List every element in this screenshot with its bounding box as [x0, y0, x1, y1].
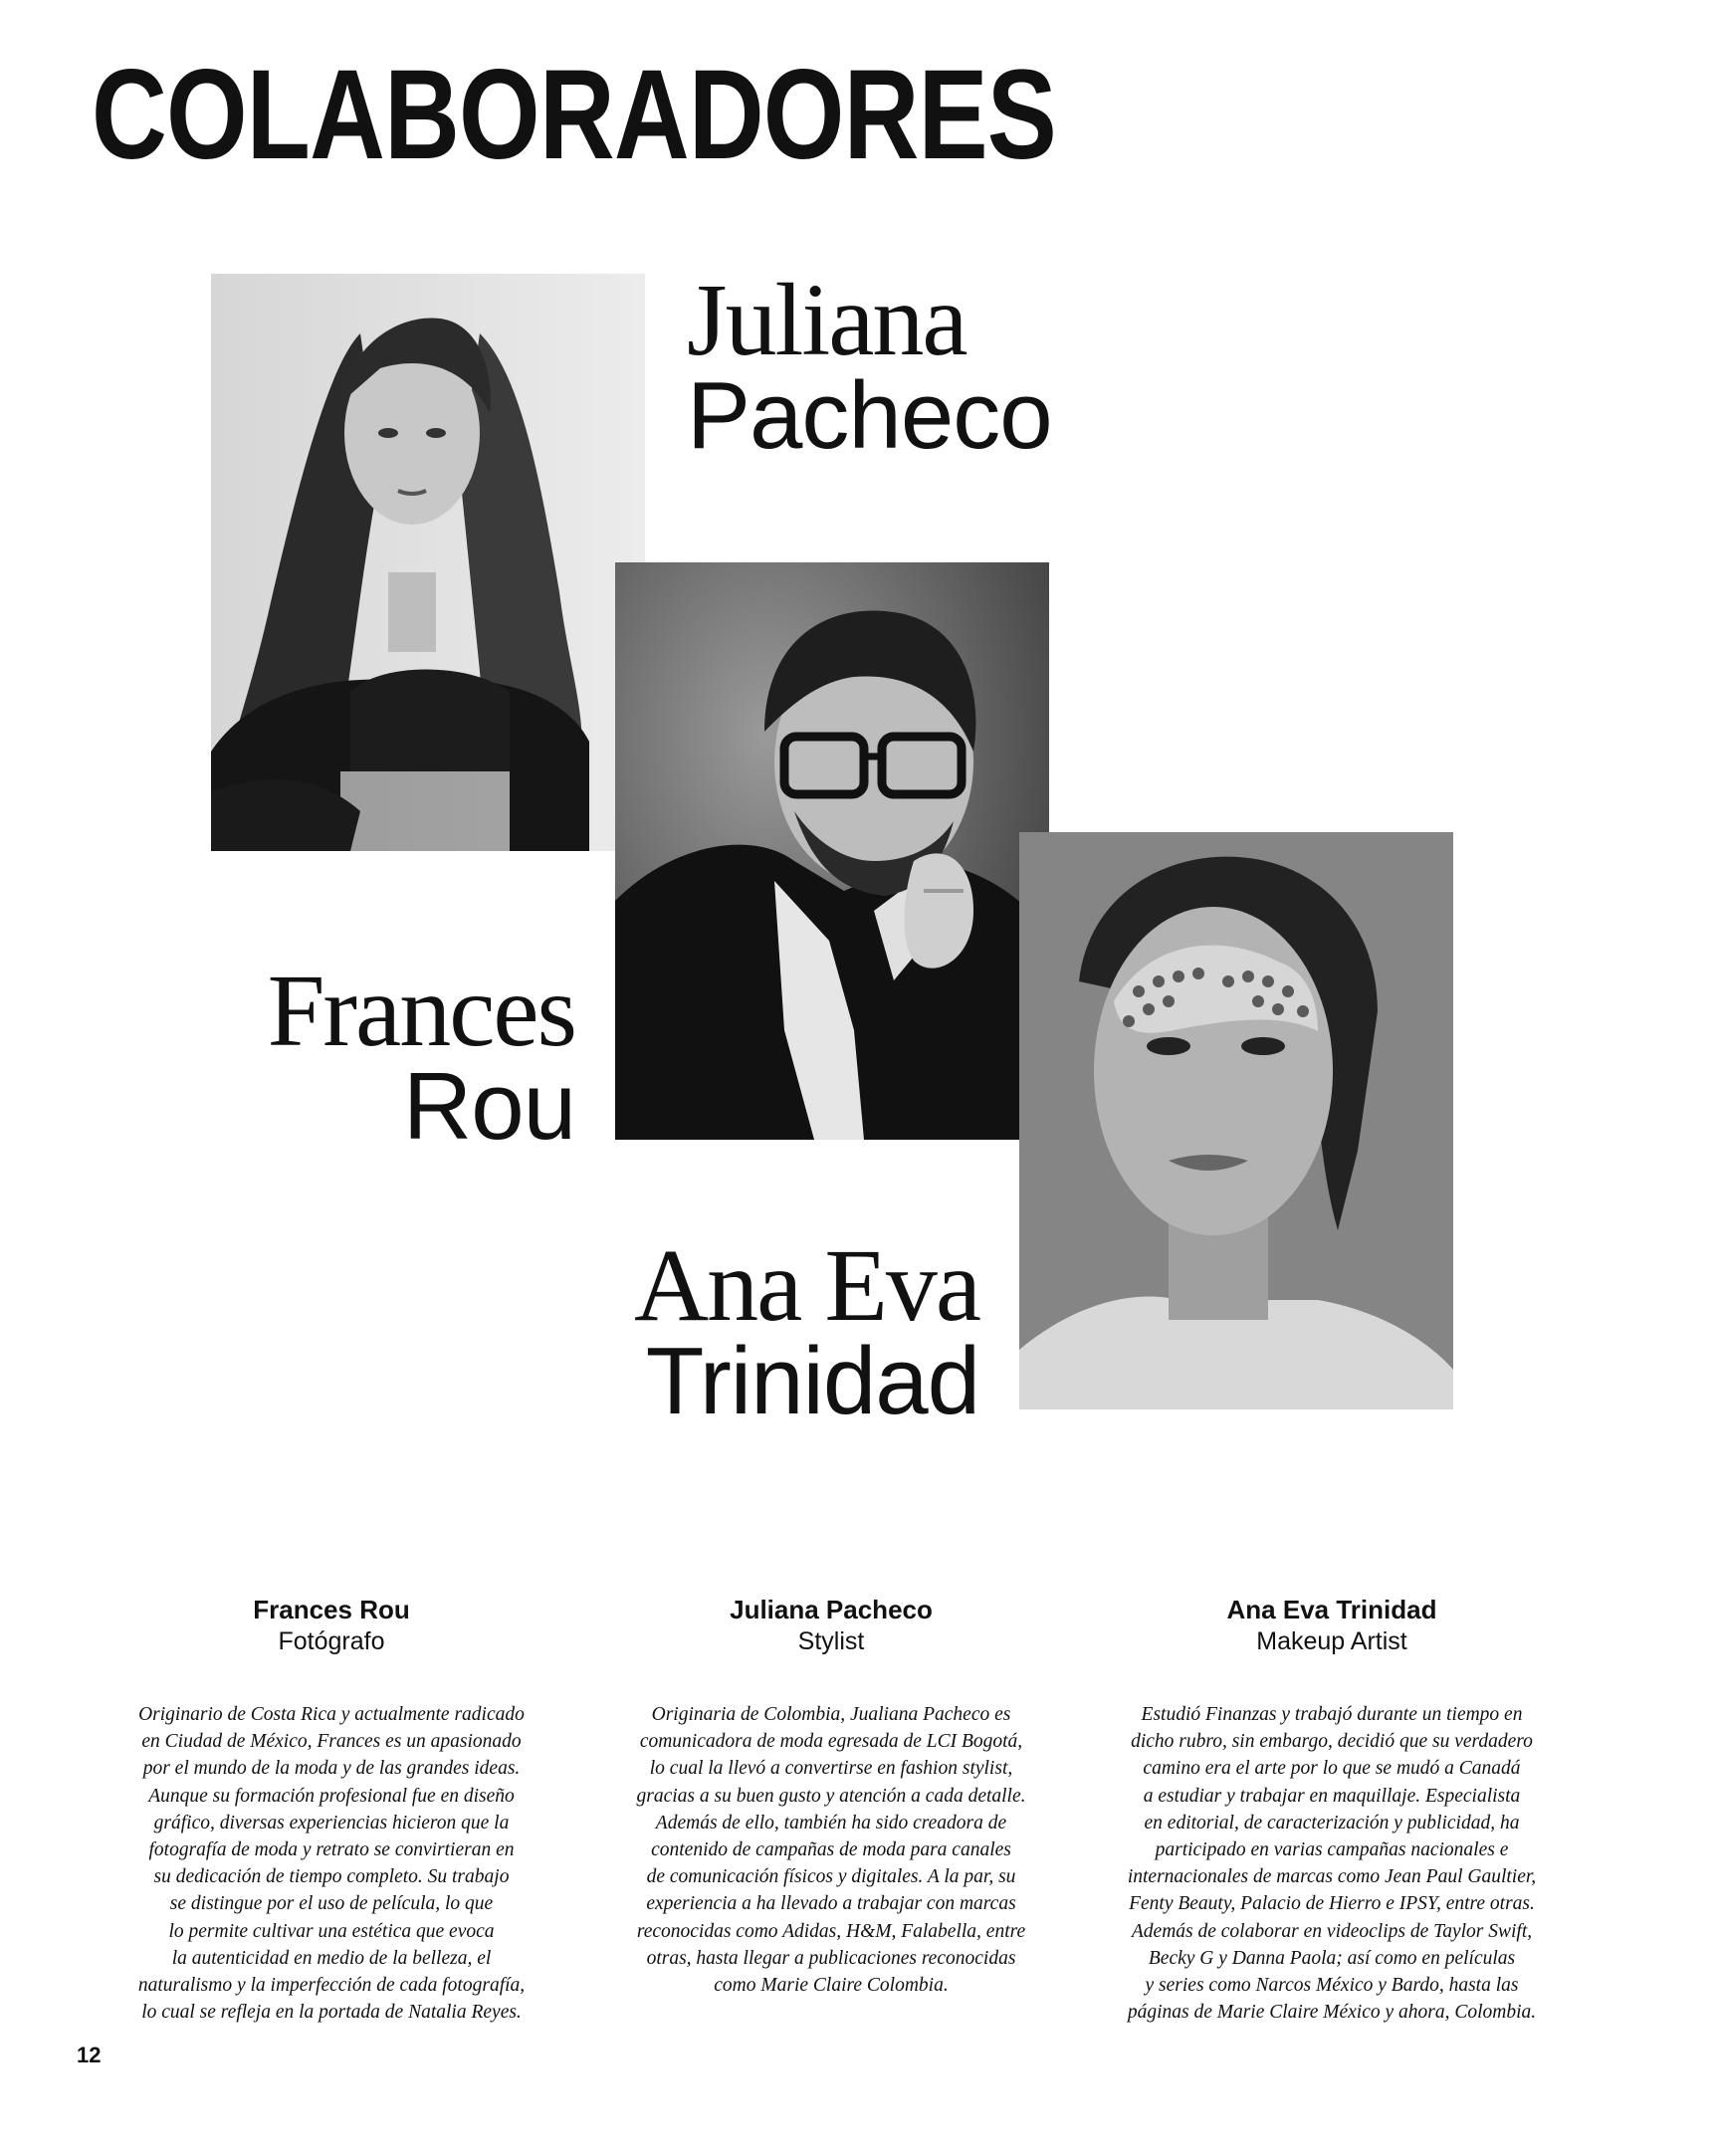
- contributor-role: Fotógrafo: [278, 1627, 385, 1655]
- display-name-frances-rou: [239, 954, 575, 1160]
- portrait-woman-long-hair-icon: [211, 274, 645, 851]
- display-name-last: Pacheco: [687, 362, 1052, 469]
- photo-juliana-pacheco: [211, 274, 645, 851]
- page-number: 12: [77, 2043, 102, 2067]
- page-title: COLABORADORES: [92, 44, 1056, 186]
- photo-frances-rou: [615, 562, 1049, 1140]
- display-name-last: Trinidad: [645, 1328, 979, 1434]
- contributor-bio: Originario de Costa Rica y actualmente radicado en Ciudad de México, Frances es un apasionado por el mundo de la moda y de las grandes ideas. Aunque su formación profesional fue en diseño gráfico, diversas experiencias hicieron que la fotografía de moda y retrato se convirtieran en su dedicación de tiempo completo. Su trabajo se distingue por el uso de película, lo que lo permite cultivar una estética que evoca la autenticidad en medio de la belleza, el naturalismo y la imperfección de cada fotografía, lo cual se refleja en la portada de Natalia Reyes.: [137, 1704, 526, 2024]
- bio-column-ana-eva-trinidad: [1123, 1594, 1541, 2026]
- contributor-name: Frances Rou: [253, 1595, 410, 1624]
- portrait-man-glasses-icon: [615, 562, 1049, 1140]
- contributor-bio: Estudió Finanzas y trabajó durante un tiempo en dicho rubro, sin embargo, decidió que su verdadero camino era el arte por lo que se mudó a Canadá a estudiar y trabajar en maquillaje. Especialista en editorial, de caracterización y publicidad, ha participado en varias campañas nacionales e internacionales de marcas como Jean Paul Gaultier, Fenty Beauty, Palacio de Hierro e IPSY, entre otras. Además de colaborar en videoclips de Taylor Swift, Becky G y Danna Paola; así como en películas y series como Narcos México y Bardo, hasta las páginas de Marie Claire México y ahora, Colombia.: [1127, 1704, 1537, 2024]
- contributor-role: Makeup Artist: [1256, 1627, 1407, 1655]
- contributor-name: Ana Eva Trinidad: [1226, 1595, 1437, 1624]
- display-name-ana-eva-trinidad: [597, 1228, 979, 1434]
- display-name-first: Ana Eva: [634, 1228, 979, 1343]
- contributor-role: Stylist: [797, 1627, 865, 1655]
- display-name-last: Rou: [402, 1053, 575, 1160]
- portrait-woman-leopard-makeup-icon: [1019, 832, 1453, 1409]
- photo-ana-eva-trinidad: [1019, 832, 1453, 1409]
- display-name-first: Juliana: [687, 263, 966, 377]
- contributor-bio: Originaria de Colombia, Jualiana Pacheco es comunicadora de moda egresada de LCI Bogotá, lo cual la llevó a convertirse en fashion stylist, gracias a su buen gusto y atención a cada detalle. Además de ello, también ha sido creadora de contenido de campañas de moda para canales de comunicación físicos y digitales. A la par, su experiencia a ha llevado a trabajar con marcas reconocidas como Adidas, H&M, Falabella, entre otras, hasta llegar a publicaciones reconocidas como Marie Claire Colombia.: [636, 1704, 1026, 1997]
- display-name-first: Frances: [267, 954, 575, 1068]
- bio-column-juliana-pacheco: [622, 1594, 1040, 1999]
- contributor-name: Juliana Pacheco: [730, 1595, 933, 1624]
- bio-column-frances-rou: [122, 1594, 540, 2026]
- display-name-juliana-pacheco: [687, 263, 1052, 469]
